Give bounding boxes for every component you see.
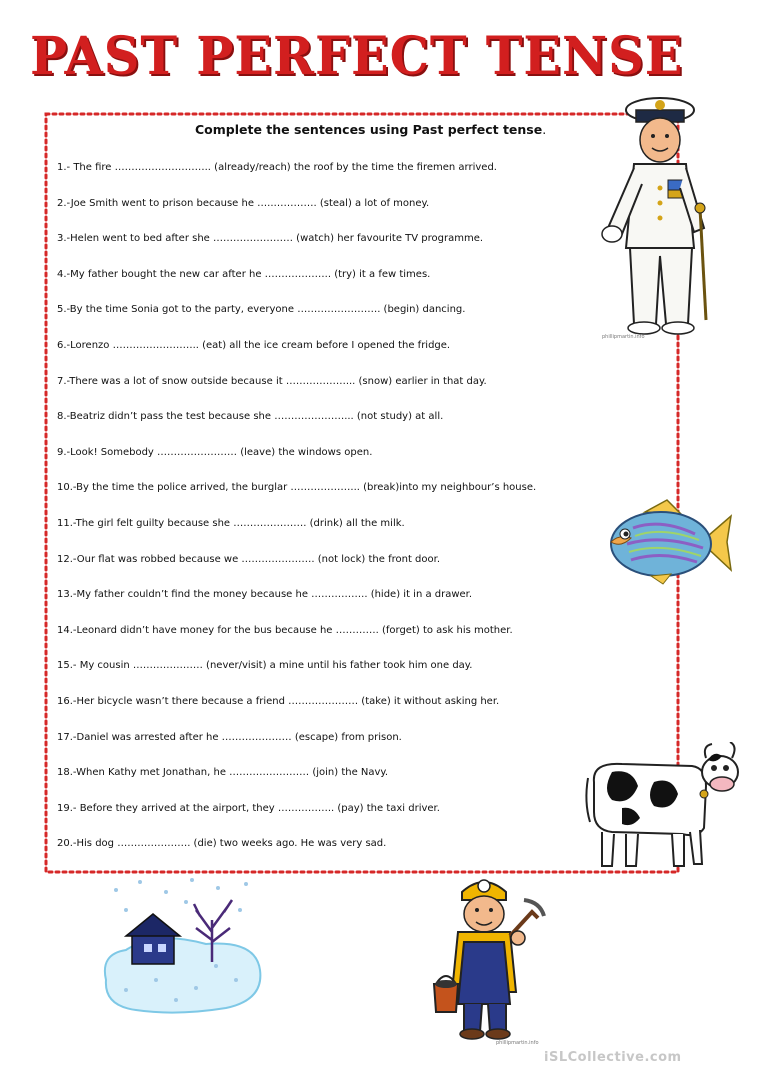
- sentence-14: 14.-Leonard didn’t have money for the bus because he …………. (forget) to ask his mother.: [57, 624, 513, 636]
- sentence-5: 5.-By the time Sonia got to the party, everyone ……………………. (begin) dancing.: [57, 304, 466, 316]
- sentence-4: 4.-My father bought the new car after he ……………….. (try) it a few times.: [57, 268, 431, 280]
- page-title: PAST PERFECT TENSE: [30, 26, 684, 87]
- sentence-1: 1.- The fire ……………………….. (already/reach) the roof by the time the firemen arrived.: [57, 162, 497, 173]
- sentence-17: 17.-Daniel was arrested after he ………………… (escape) from prison.: [57, 731, 402, 743]
- miner-illustration: [428, 872, 546, 1042]
- sentence-2: 2.-Joe Smith went to prison because he …..…………. (steal) a lot of money.: [57, 197, 430, 209]
- sentence-7: 7.-There was a lot of snow outside because it ………………... (snow) earlier in that day.: [57, 375, 487, 387]
- sentence-16: 16.-Her bicycle wasn’t there because a friend ………………… (take) it without asking her.: [57, 695, 500, 707]
- watermark: iSLCollective.com: [544, 1050, 682, 1065]
- sentence-9: 9.-Look! Somebody …………………… (leave) the windows open.: [57, 446, 373, 458]
- sentence-8: 8.-Beatriz didn’t pass the test because she …………………... (not study) at all.: [57, 411, 444, 423]
- sentence-6: 6.-Lorenzo …………………….. (eat) all the ice cream before I opened the fridge.: [57, 339, 451, 351]
- sentence-18: 18.-When Kathy met Jonathan, he …………………… (join) the Navy.: [57, 767, 389, 779]
- instruction: [195, 122, 546, 137]
- miner-credit: phillipmartin.info: [496, 1040, 539, 1046]
- winter-scene-illustration: [96, 870, 266, 1020]
- fish-illustration: [605, 498, 735, 586]
- sentence-20: 20.-His dog …………………. (die) two weeks ago. He was very sad.: [57, 838, 387, 850]
- sentence-13: 13.-My father couldn’t find the money because he …………….. (hide) it in a drawer.: [57, 589, 473, 601]
- cow-illustration: [582, 742, 742, 872]
- sentence-10: 10.-By the time the police arrived, the burglar ………………... (break)into my neighbour’s house.: [57, 482, 537, 494]
- sentence-12: 12.-Our flat was robbed because we …………………. (not lock) the front door.: [57, 553, 441, 565]
- sentence-3: 3.-Helen went to bed after she …………………… (watch) her favourite TV programme.: [57, 233, 484, 245]
- instruction-text: Complete the sentences using Past perfect tense: [195, 122, 543, 137]
- sentence-11: 11.-The girl felt guilty because she …………………. (drink) all the milk.: [57, 517, 405, 529]
- instruction-period: .: [542, 122, 547, 137]
- sailor-illustration: [582, 88, 722, 340]
- sailor-credit: phillipmartin.info: [602, 334, 645, 340]
- sentence-19: 19.- Before they arrived at the airport, they …………….. (pay) the taxi driver.: [57, 802, 440, 814]
- sentence-15: 15.- My cousin ………………… (never/visit) a mine until his father took him one day.: [57, 660, 473, 672]
